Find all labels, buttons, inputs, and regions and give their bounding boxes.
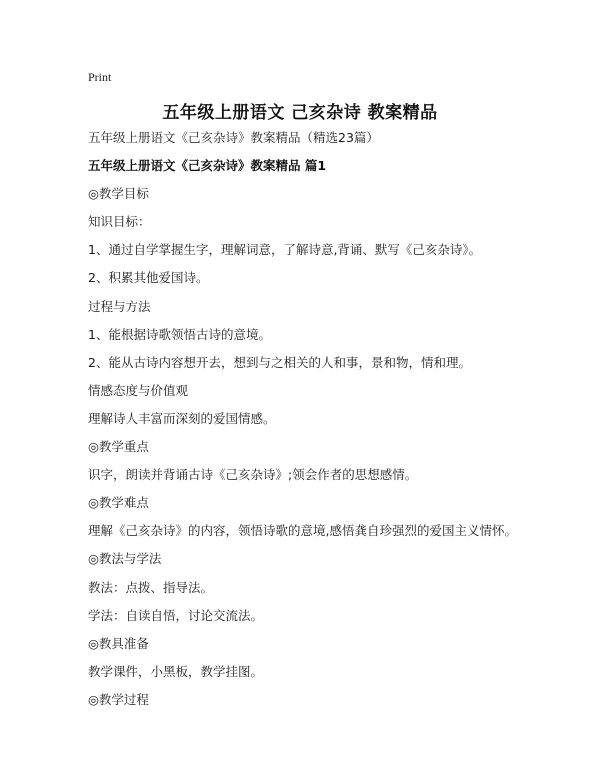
document-title: 五年级上册语文 己亥杂诗 教案精品 bbox=[162, 103, 438, 123]
body-line: 理解《己亥杂诗》的内容，领悟诗歌的意境,感悟龚自珍强烈的爱国主义情怀。 bbox=[88, 523, 517, 539]
body-line: 知识目标： bbox=[88, 214, 151, 230]
body-line: 学法：自读自悟，讨论交流法。 bbox=[88, 607, 264, 623]
body-line: ◎教具准备 bbox=[88, 635, 149, 651]
body-line: 教法：点拨、指导法。 bbox=[88, 579, 214, 595]
body-line: 2、积累其他爱国诗。 bbox=[88, 270, 209, 286]
body-line: 过程与方法 bbox=[88, 298, 151, 314]
body-line: 情感态度与价值观 bbox=[88, 382, 189, 398]
body-line: 2、能从古诗内容想开去，想到与之相关的人和事，景和物，情和理。 bbox=[88, 354, 471, 370]
body-line: 理解诗人丰富而深刻的爱国情感。 bbox=[88, 410, 276, 426]
body-line: 五年级上册语文《己亥杂诗》教案精品（精选23篇） bbox=[88, 130, 379, 145]
body-line: 1、通过自学掌握生字，理解词意，了解诗意,背诵、默写《己亥杂诗》。 bbox=[88, 242, 482, 258]
body-line: 识字，朗读并背诵古诗《己亥杂诗》;领会作者的思想感情。 bbox=[88, 467, 418, 483]
body-line: 教学课件，小黑板，教学挂图。 bbox=[88, 663, 264, 679]
body-line: ◎教学重点 bbox=[88, 439, 149, 455]
document-body bbox=[88, 124, 548, 714]
body-line: ◎教学过程 bbox=[88, 691, 149, 707]
body-line: ◎教学目标 bbox=[88, 186, 149, 202]
print-label: Print bbox=[88, 70, 112, 84]
body-line: 1、能根据诗歌领悟古诗的意境。 bbox=[88, 326, 271, 342]
body-line: ◎教法与学法 bbox=[88, 551, 162, 567]
section-heading: 五年级上册语文《己亥杂诗》教案精品 篇1 bbox=[88, 158, 327, 174]
body-line: ◎教学难点 bbox=[88, 495, 149, 511]
